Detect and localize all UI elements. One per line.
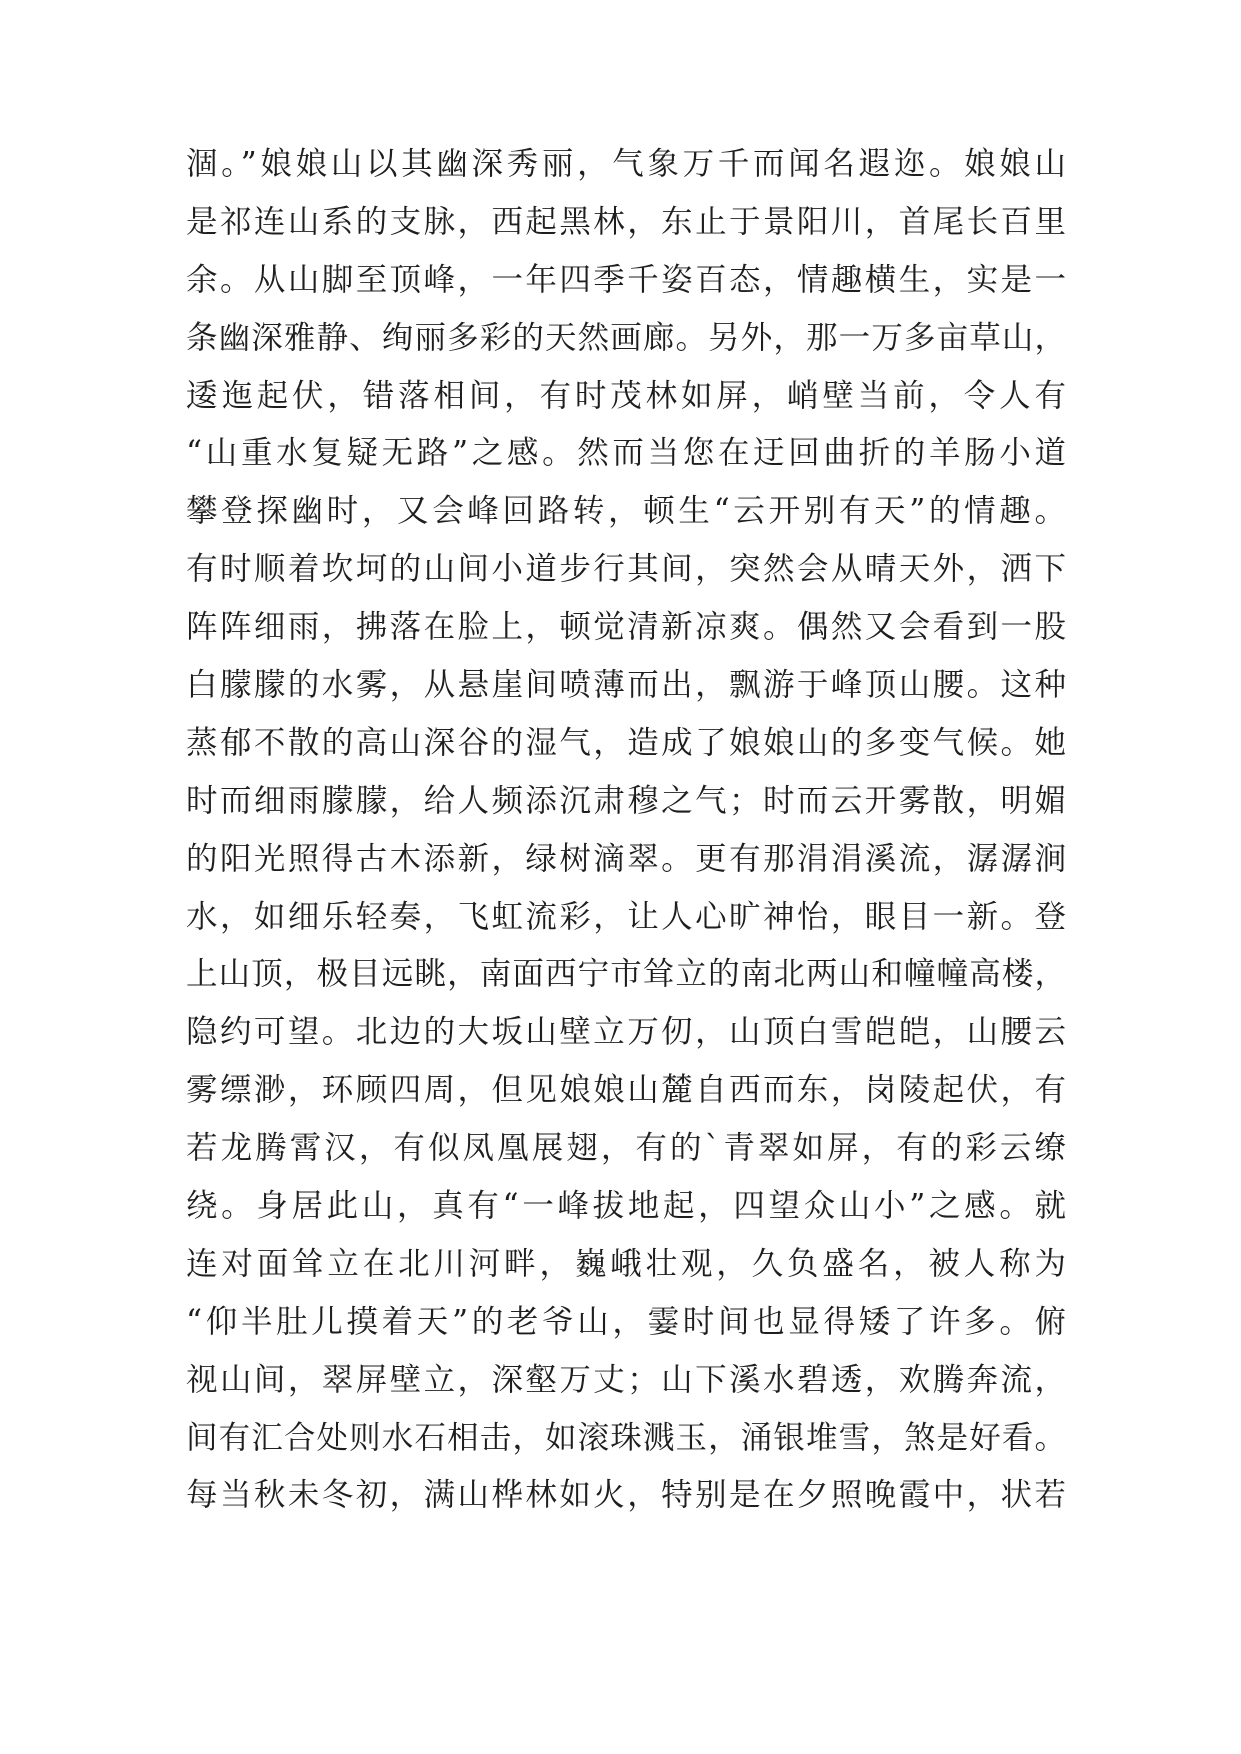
text-line: 绕。身居此山，真有“一峰拔地起，四望众山小”之感。就: [186, 1188, 1066, 1225]
text-line: 攀登探幽时，又会峰回路转，顿生“云开别有天”的情趣。: [186, 493, 1066, 530]
text-line: 雾缥渺，环顾四周，但见娘娘山麓自西而东，岗陵起伏，有: [186, 1072, 1066, 1109]
text-line: 条幽深雅静、绚丽多彩的天然画廊。另外，那一万多亩草山，: [186, 319, 1066, 356]
text-line: “山重水复疑无路”之感。然而当您在迂回曲折的羊肠小道: [186, 435, 1066, 472]
text-line: 时而细雨朦朦，给人频添沉肃穆之气；时而云开雾散，明媚: [186, 782, 1066, 819]
text-line: 上山顶，极目远眺，南面西宁市耸立的南北两山和幢幢高楼，: [186, 956, 1066, 993]
text-line: “仰半肚儿摸着天”的老爷山，霎时间也显得矮了许多。俯: [186, 1303, 1066, 1340]
text-line: 有时顺着坎坷的山间小道步行其间，突然会从晴天外，洒下: [186, 551, 1066, 588]
text-line: 阵阵细雨，拂落在脸上，顿觉清新凉爽。偶然又会看到一股: [186, 609, 1066, 646]
text-line: 蒸郁不散的高山深谷的湿气，造成了娘娘山的多变气候。她: [186, 724, 1066, 761]
text-line: 间有汇合处则水石相击，如滚珠溅玉，涌银堆雪，煞是好看。: [186, 1419, 1066, 1456]
text-line: 水，如细乐轻奏，飞虹流彩，让人心旷神怡，眼目一新。登: [186, 898, 1066, 935]
text-line: 是祁连山系的支脉，西起黑林，东止于景阳川，首尾长百里: [186, 203, 1066, 240]
text-line: 涸。”娘娘山以其幽深秀丽，气象万千而闻名遐迩。娘娘山: [186, 146, 1066, 182]
text-line: 视山间，翠屏壁立，深壑万丈；山下溪水碧透，欢腾奔流，: [186, 1361, 1066, 1398]
body-text: [186, 136, 1066, 1525]
text-line: 每当秋未冬初，满山桦林如火，特别是在夕照晚霞中，状若: [186, 1477, 1066, 1514]
text-line: 的阳光照得古木添新，绿树滴翠。更有那涓涓溪流，潺潺涧: [186, 840, 1066, 877]
text-line: 隐约可望。北边的大坂山壁立万仞，山顶白雪皑皑，山腰云: [186, 1014, 1066, 1051]
text-line: 连对面耸立在北川河畔，巍峨壮观，久负盛名，被人称为: [186, 1245, 1066, 1282]
text-line: 余。从山脚至顶峰，一年四季千姿百态，情趣横生，实是一: [186, 261, 1066, 298]
text-line: 白朦朦的水雾，从悬崖间喷薄而出，飘游于峰顶山腰。这种: [186, 667, 1066, 704]
text-line: 逶迤起伏，错落相间，有时茂林如屏，峭壁当前，令人有: [186, 377, 1066, 414]
text-line: 若龙腾霄汉，有似凤凰展翅，有的`青翠如屏，有的彩云缭: [186, 1130, 1066, 1167]
